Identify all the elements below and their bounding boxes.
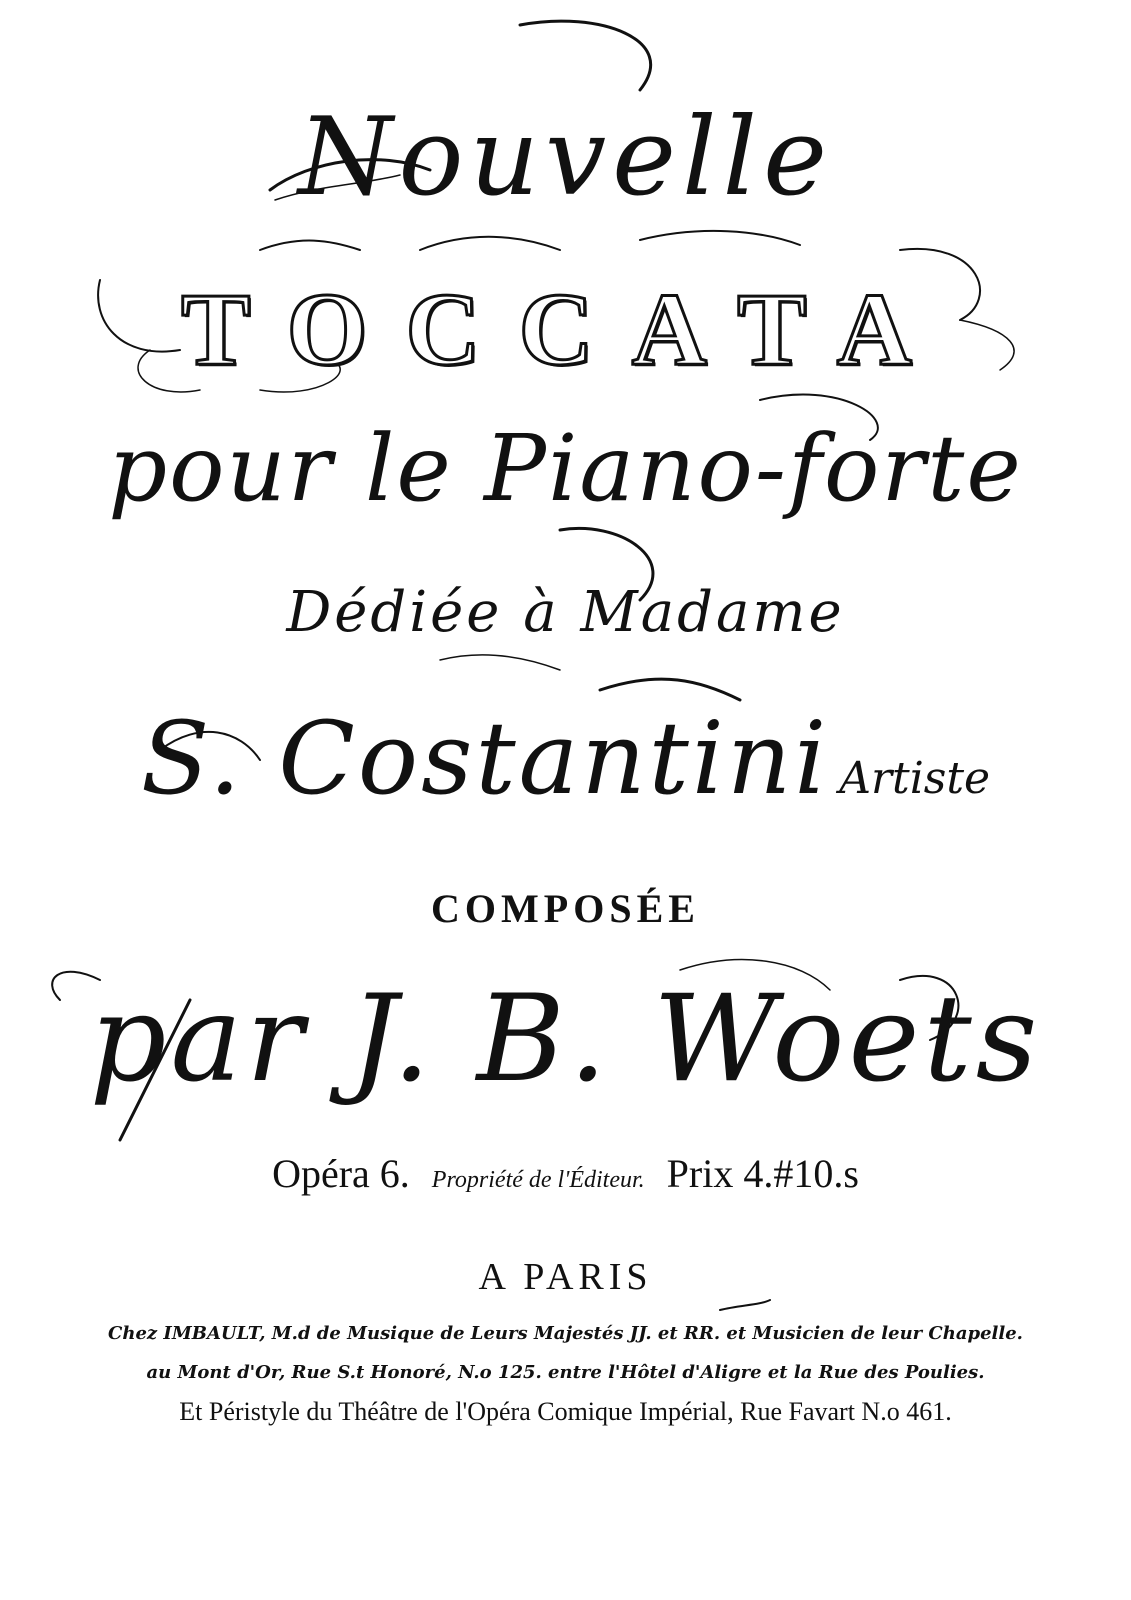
heading-nouvelle: Nouvelle: [297, 95, 833, 220]
opus-number: Opéra 6.: [272, 1151, 410, 1196]
publisher-city: A PARIS: [478, 1256, 653, 1298]
subtitle-instrument: pour le Piano-forte: [108, 415, 1023, 522]
dedicatee-name: S. Costantini: [140, 700, 830, 817]
dedicatee-line: [0, 700, 1131, 817]
publisher-address-3: Et Péristyle du Théâtre de l'Opéra Comique Impérial, Rue Favart N.o 461.: [179, 1397, 952, 1426]
composer-name: par J. B. Woets: [89, 970, 1042, 1109]
heading-toccata: TOCCATA: [181, 272, 950, 387]
dedicatee-title: Artiste: [839, 753, 991, 804]
opus-price-line: [0, 1150, 1131, 1197]
ownership-note: Propriété de l'Éditeur.: [431, 1167, 645, 1193]
price: Prix 4.#10.s: [666, 1151, 859, 1196]
composed-label: COMPOSÉE: [431, 886, 700, 931]
publisher-address-1: Chez IMBAULT, M.d de Musique de Leurs Majestés JJ. et RR. et Musicien de leur Chapelle.: [108, 1323, 1023, 1344]
dedication-line: Dédiée à Madame: [286, 580, 845, 645]
publisher-address-2: au Mont d'Or, Rue S.t Honoré, N.o 125. entre l'Hôtel d'Aligre et la Rue des Poulies.: [146, 1362, 985, 1383]
